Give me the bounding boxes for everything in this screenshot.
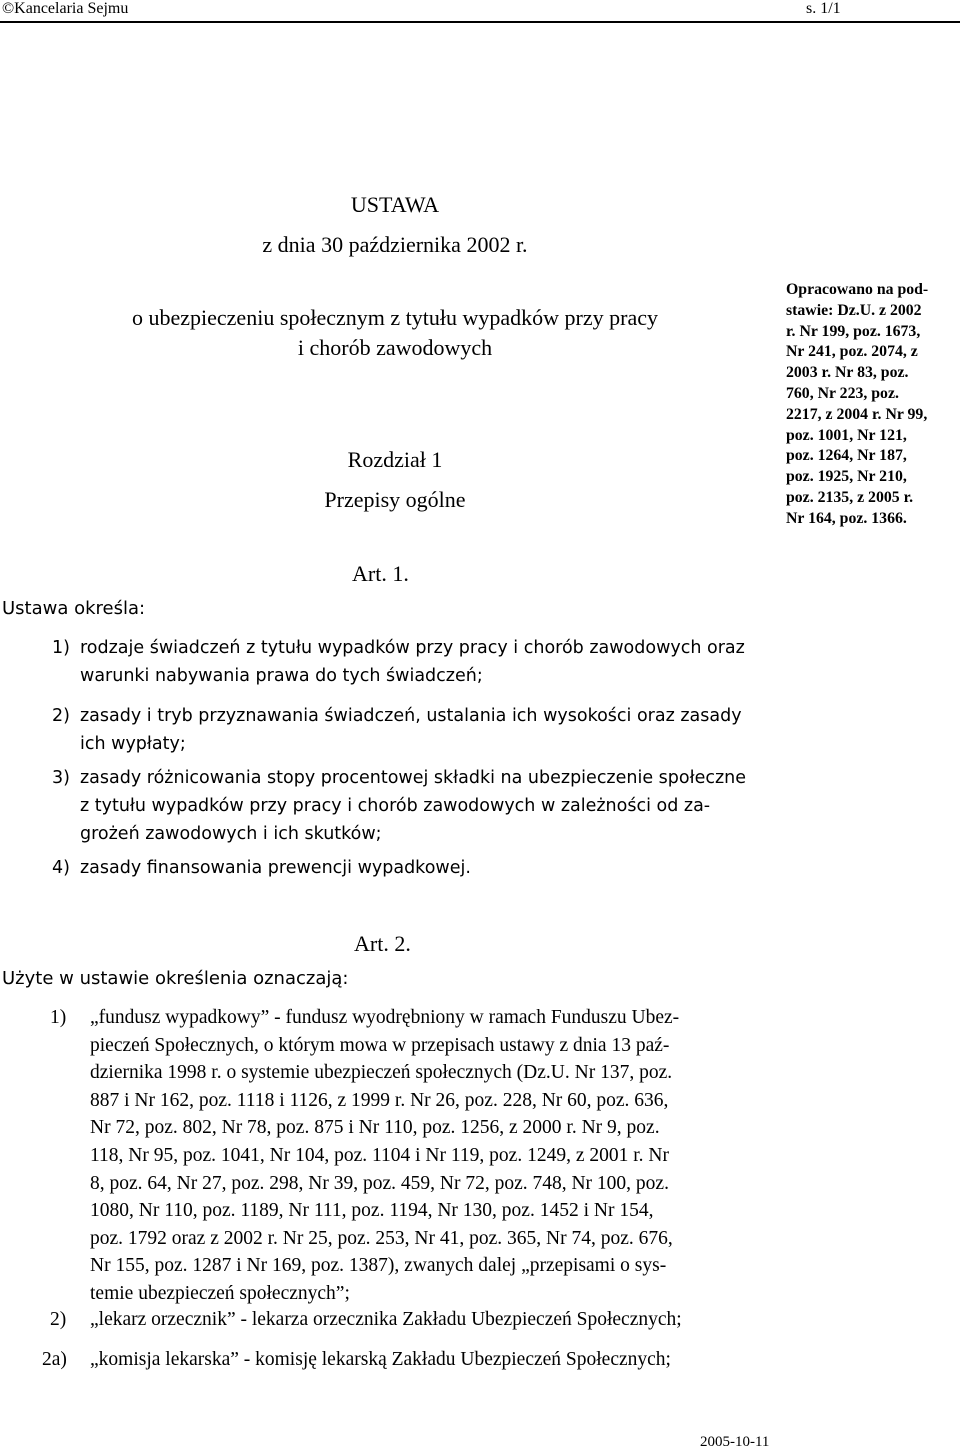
item-text: warunki nabywania prawa do tych świadczeń; (80, 666, 483, 686)
list-item (52, 764, 746, 848)
item-text: 1080, Nr 110, poz. 1189, Nr 111, poz. 1194, Nr 130, poz. 1452 i Nr 154, (90, 1200, 654, 1222)
item-number: 3) (52, 768, 70, 788)
definition-item (42, 1346, 671, 1374)
article-2-lead: Użyte w ustawie określenia oznaczają: (2, 968, 349, 989)
legal-basis-line: poz. 2135, z 2005 r. (786, 488, 914, 506)
item-number: 1) (50, 1007, 67, 1028)
legal-basis-line: Nr 164, poz. 1366. (786, 509, 907, 527)
item-text: „lekarz orzecznik” - lekarza orzecznika Zakładu Ubezpieczeń Społecznych; (90, 1309, 682, 1330)
item-number: 2) (50, 1309, 67, 1330)
list-item (52, 634, 745, 690)
legal-basis-note (786, 280, 958, 530)
header-divider (0, 21, 960, 23)
article-1-lead: Ustawa określa: (2, 598, 146, 619)
legal-basis-line: poz. 1001, Nr 121, (786, 426, 907, 444)
chapter-title: Przepisy ogólne (324, 487, 466, 512)
act-subject-line-1: o ubezpieczeniu społecznym z tytułu wypadków przy pracy (132, 305, 658, 330)
article-2-heading: Art. 2. (354, 931, 411, 956)
item-text: Nr 72, poz. 802, Nr 78, poz. 875 i Nr 110, poz. 1256, z 2000 r. Nr 9, poz. (90, 1117, 660, 1139)
legal-basis-line: Nr 241, poz. 2074, z (786, 343, 918, 361)
item-text: zasady różnicowania stopy procentowej składki na ubezpieczenie społeczne (80, 768, 747, 788)
legal-basis-line: 2217, z 2004 r. Nr 99, (786, 405, 928, 423)
item-text: Nr 155, poz. 1287 i Nr 169, poz. 1387), zwanych dalej „przepisami o sys- (90, 1255, 667, 1277)
item-text: pieczeń Społecznych, o którym mowa w przepisach ustawy z dnia 13 paź- (90, 1034, 670, 1056)
footer-date: 2005-10-11 (700, 1434, 770, 1450)
page-number: s. 1/1 (806, 0, 841, 17)
header-source: ©Kancelaria Sejmu (2, 0, 129, 17)
legal-basis-line: 2003 r. Nr 83, poz. (786, 364, 909, 382)
item-number: 2) (52, 706, 70, 726)
item-text: temie ubezpieczeń społecznych”; (90, 1282, 350, 1304)
item-number: 1) (52, 638, 70, 658)
item-text: „fundusz wypadkowy” - fundusz wyodrębniony w ramach Funduszu Ubez- (90, 1007, 680, 1028)
list-item (52, 854, 471, 882)
item-text: „komisja lekarska” - komisję lekarską Zakładu Ubezpieczeń Społecznych; (90, 1349, 671, 1370)
item-text: rodzaje świadczeń z tytułu wypadków przy pracy i chorób zawodowych oraz (80, 638, 745, 658)
item-text: 887 i Nr 162, poz. 1118 i 1126, z 1999 r. Nr 26, poz. 228, Nr 60, poz. 636, (90, 1089, 669, 1111)
legal-basis-line: stawie: Dz.U. z 2002 (786, 301, 922, 319)
item-text: z tytułu wypadków przy pracy i chorób zawodowych w zależności od za- (80, 796, 711, 816)
item-number: 2a) (42, 1349, 67, 1370)
item-number: 4) (52, 858, 70, 878)
definition-item (50, 1306, 682, 1334)
list-item (52, 702, 742, 758)
item-text: 118, Nr 95, poz. 1041, Nr 104, poz. 1104 i Nr 119, poz. 1249, z 2001 r. Nr (90, 1144, 669, 1166)
chapter-label: Rozdział 1 (347, 447, 443, 472)
item-text: ich wypłaty; (80, 734, 186, 754)
legal-basis-line: r. Nr 199, poz. 1673, (786, 322, 921, 340)
item-text: zasady finansowania prewencji wypadkowej. (80, 858, 471, 878)
definition-item (50, 1004, 679, 1308)
item-text: poz. 1792 oraz z 2002 r. Nr 25, poz. 253, Nr 41, poz. 365, Nr 74, poz. 676, (90, 1227, 673, 1249)
article-1-heading: Art. 1. (352, 561, 409, 586)
legal-basis-line: poz. 1264, Nr 187, (786, 447, 907, 465)
item-text: dziernika 1998 r. o systemie ubezpieczeń społecznych (Dz.U. Nr 137, poz. (90, 1062, 673, 1084)
act-title: USTAWA (350, 192, 440, 217)
item-text: grożeń zawodowych i ich skutków; (80, 824, 382, 844)
act-date: z dnia 30 października 2002 r. (262, 232, 528, 257)
legal-basis-line: Opracowano na pod- (786, 281, 929, 298)
legal-basis-line: 760, Nr 223, poz. (786, 384, 899, 402)
item-text: zasady i tryb przyznawania świadczeń, ustalania ich wysokości oraz zasady (80, 706, 742, 726)
item-text: 8, poz. 64, Nr 27, poz. 298, Nr 39, poz. 459, Nr 72, poz. 748, Nr 100, poz. (90, 1172, 669, 1194)
act-subject-line-2: i chorób zawodowych (297, 335, 493, 360)
legal-basis-line: poz. 1925, Nr 210, (786, 468, 907, 486)
